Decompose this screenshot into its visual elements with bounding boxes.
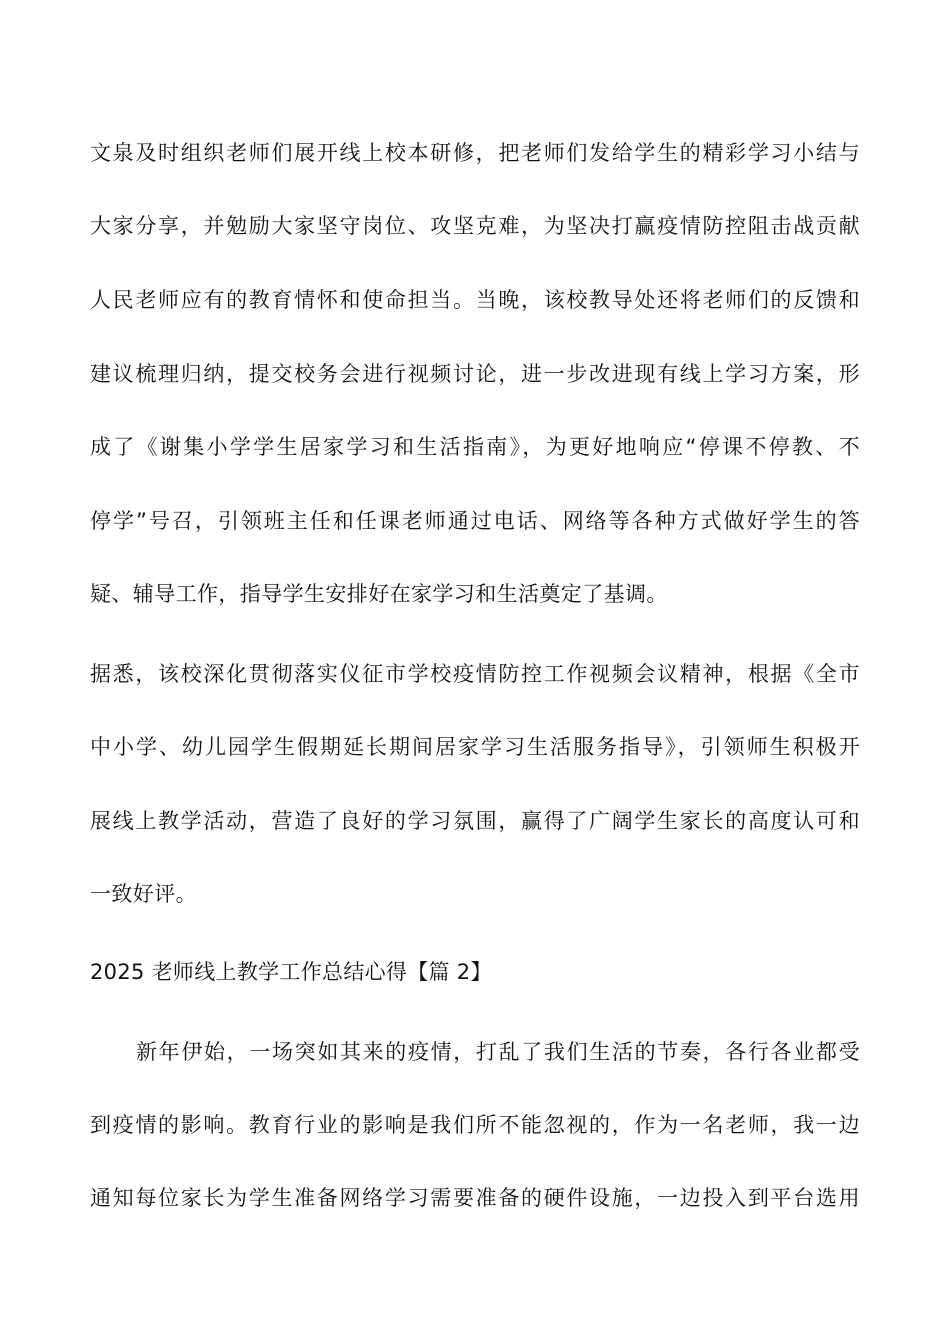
paragraph-2-line-2: 中小学、幼儿园学生假期延长期间居家学习生活服务指导》，引领师生积极开 bbox=[90, 735, 860, 759]
paragraph-3-line-3: 通知每位家长为学生准备网络学习需要准备的硬件设施，一边投入到平台选用 bbox=[90, 1186, 860, 1210]
paragraph-3-line-2: 到疫情的影响。教育行业的影响是我们所不能忽视的，作为一名老师，我一边 bbox=[90, 1113, 860, 1137]
paragraph-1-line-6: 停学”号召，引领班主任和任课老师通过电话、网络等各种方式做好学生的答 bbox=[90, 509, 860, 533]
paragraph-1-line-5: 成了《谢集小学学生居家学习和生活指南》，为更好地响应“停课不停教、不 bbox=[90, 435, 860, 459]
paragraph-1-line-4: 建议梳理归纳，提交校务会进行视频讨论，进一步改进现有线上学习方案，形 bbox=[90, 362, 860, 386]
section-heading: 2025 老师线上教学工作总结心得【篇 2】 bbox=[90, 960, 492, 984]
paragraph-1-line-1: 文泉及时组织老师们展开线上校本研修，把老师们发给学生的精彩学习小结与 bbox=[90, 141, 860, 165]
paragraph-3-line-1: 新年伊始，一场突如其来的疫情，打乱了我们生活的节奏，各行各业都受 bbox=[136, 1040, 860, 1064]
paragraph-2-line-3: 展线上教学活动，营造了良好的学习氛围，赢得了广阔学生家长的高度认可和 bbox=[90, 809, 860, 833]
paragraph-1-line-7: 疑、辅导工作，指导学生安排好在家学习和生活奠定了基调。 bbox=[90, 582, 668, 606]
paragraph-1-line-2: 大家分享，并勉励大家坚守岗位、攻坚克难，为坚决打赢疫情防控阻击战贡献 bbox=[90, 214, 860, 238]
paragraph-1-line-3: 人民老师应有的教育情怀和使命担当。当晚，该校教导处还将老师们的反馈和 bbox=[90, 288, 860, 312]
paragraph-2-line-4: 一致好评。 bbox=[90, 882, 197, 906]
paragraph-2-line-1: 据悉，该校深化贯彻落实仪征市学校疫情防控工作视频会议精神，根据《全市 bbox=[90, 662, 860, 686]
